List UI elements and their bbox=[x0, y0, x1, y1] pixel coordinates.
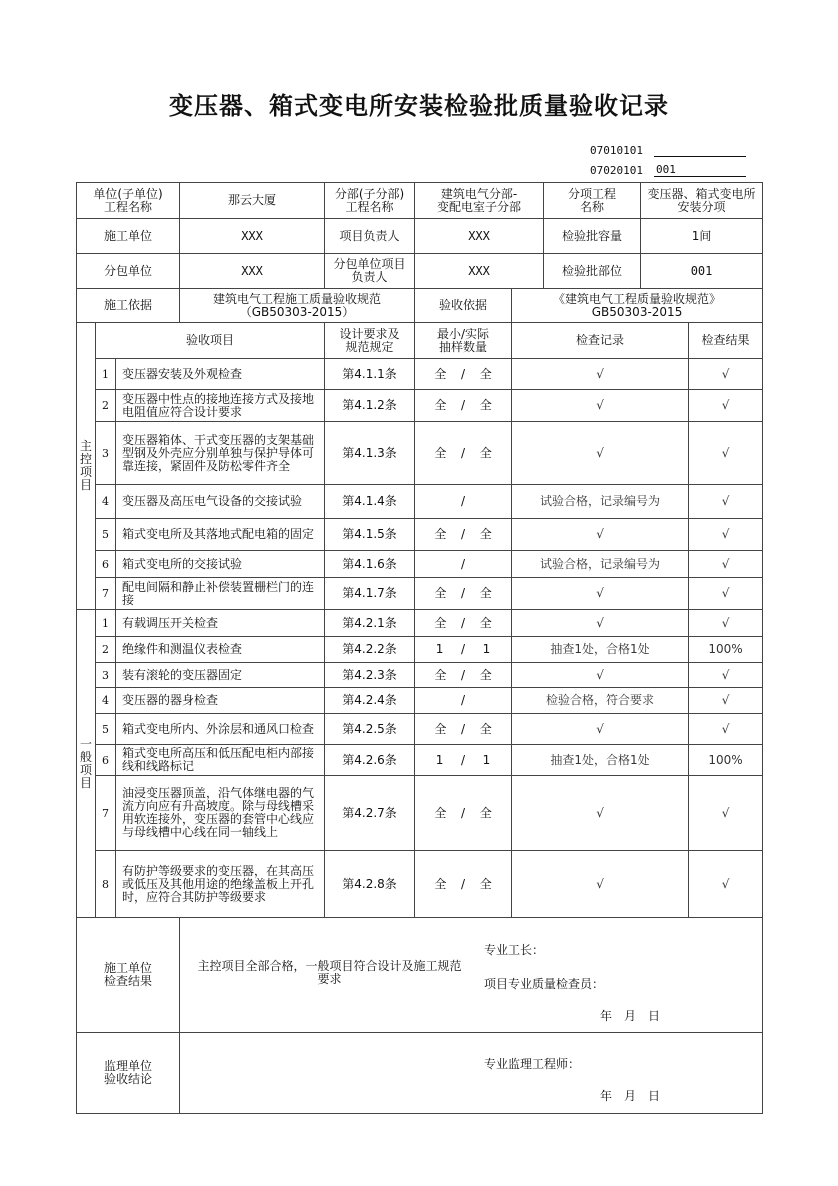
inspection-record[interactable]: 试验合格，记录编号为 bbox=[512, 551, 689, 578]
sample-sep: / bbox=[460, 556, 466, 571]
code-row-2 bbox=[590, 163, 746, 177]
column-header-requirement: 设计要求及 规范规定 bbox=[325, 323, 415, 359]
inspection-form-table bbox=[76, 182, 763, 1114]
division-label: 分部(子分部) 工程名称 bbox=[325, 183, 415, 219]
row-number: 8 bbox=[96, 851, 116, 918]
inspection-result[interactable]: √ bbox=[689, 485, 763, 519]
inspection-result[interactable]: 100% bbox=[689, 745, 763, 776]
sample-sep: / bbox=[461, 615, 466, 630]
inspection-result[interactable]: √ bbox=[689, 714, 763, 745]
inspection-result[interactable]: √ bbox=[689, 663, 763, 688]
item-description: 箱式变电所内、外涂层和通风口检查 bbox=[116, 714, 325, 745]
sample-actual: 全 bbox=[479, 445, 492, 460]
row-number: 7 bbox=[96, 776, 116, 851]
sample-quantity bbox=[415, 610, 512, 637]
sample-min: 全 bbox=[434, 667, 447, 682]
inspection-record[interactable]: √ bbox=[512, 714, 689, 745]
row-number: 1 bbox=[96, 359, 116, 390]
row-number: 5 bbox=[96, 519, 116, 551]
sample-min: 全 bbox=[434, 398, 447, 412]
sample-sep: / bbox=[461, 721, 466, 736]
sample-actual: 全 bbox=[479, 721, 492, 736]
inspection-result[interactable]: √ bbox=[689, 519, 763, 551]
item-description: 箱式变电所的交接试验 bbox=[116, 551, 325, 578]
batch-capacity-label: 检验批容量 bbox=[544, 219, 641, 254]
sample-sep: / bbox=[461, 445, 466, 460]
item-description: 绝缘件和测温仪表检查 bbox=[116, 637, 325, 663]
item-description: 装有滚轮的变压器固定 bbox=[116, 663, 325, 688]
clause-reference: 第4.1.1条 bbox=[325, 359, 415, 390]
inspection-record[interactable]: √ bbox=[512, 422, 689, 485]
column-header-record: 检查记录 bbox=[512, 323, 689, 359]
sub-manager-value[interactable]: XXX bbox=[415, 254, 544, 289]
sample-actual: 全 bbox=[479, 398, 492, 412]
sample-actual: 全 bbox=[479, 615, 492, 630]
main-control-label: 主 控 项 目 bbox=[77, 323, 96, 610]
row-number: 7 bbox=[96, 578, 116, 610]
sample-min: 全 bbox=[434, 721, 447, 736]
code-number: 07010101 bbox=[590, 144, 643, 157]
inspection-result[interactable]: √ bbox=[689, 610, 763, 637]
page-title: 变压器、箱式变电所安装检验批质量验收记录 bbox=[169, 92, 669, 120]
contractor-value[interactable]: XXX bbox=[180, 219, 325, 254]
sample-sep: / bbox=[461, 667, 466, 682]
sample-sep: / bbox=[460, 494, 466, 508]
inspection-result[interactable]: √ bbox=[689, 688, 763, 714]
manager-label: 项目负责人 bbox=[325, 219, 415, 254]
sample-sep: / bbox=[460, 693, 466, 707]
batch-capacity-value[interactable]: 1间 bbox=[641, 219, 763, 254]
inspection-record[interactable]: 抽查1处，合格1处 bbox=[512, 637, 689, 663]
sample-sep: / bbox=[460, 752, 466, 767]
inspection-result[interactable]: √ bbox=[689, 359, 763, 390]
inspection-record[interactable]: √ bbox=[512, 610, 689, 637]
item-description: 配电间隔和静止补偿装置栅栏门的连接 bbox=[116, 578, 325, 610]
supervising-engineer-label: 专业监理工程师： bbox=[484, 1057, 581, 1071]
inspection-record[interactable]: √ bbox=[512, 359, 689, 390]
row-number: 3 bbox=[96, 663, 116, 688]
inspection-record[interactable]: 试验合格，记录编号为 bbox=[512, 485, 689, 519]
column-header-result: 检查结果 bbox=[689, 323, 763, 359]
supervisor-date[interactable]: 年 月 日 bbox=[600, 1089, 661, 1103]
clause-reference: 第4.2.2条 bbox=[325, 637, 415, 663]
inspection-record[interactable]: 抽查1处，合格1处 bbox=[512, 745, 689, 776]
acceptance-basis-value[interactable]: 《建筑电气工程质量验收规范》 GB50303-2015 bbox=[512, 289, 763, 323]
sample-min: 全 bbox=[434, 586, 447, 600]
row-number: 6 bbox=[96, 745, 116, 776]
item-description: 变压器的器身检查 bbox=[116, 688, 325, 714]
sample-actual: 全 bbox=[479, 586, 492, 600]
clause-reference: 第4.1.2条 bbox=[325, 390, 415, 422]
row-number: 5 bbox=[96, 714, 116, 745]
contractor-check-box bbox=[180, 918, 762, 1032]
general-label: 一 般 项 目 bbox=[77, 610, 96, 918]
sample-quantity bbox=[415, 714, 512, 745]
subitem-value[interactable]: 变压器、箱式变电所 安装分项 bbox=[641, 183, 763, 219]
clause-reference: 第4.2.1条 bbox=[325, 610, 415, 637]
clause-reference: 第4.2.8条 bbox=[325, 851, 415, 918]
sample-min: 全 bbox=[434, 366, 447, 381]
clause-reference: 第4.1.7条 bbox=[325, 578, 415, 610]
clause-reference: 第4.2.5条 bbox=[325, 714, 415, 745]
subcontractor-value[interactable]: XXX bbox=[180, 254, 325, 289]
foreman-signature-label: 专业工长： bbox=[484, 943, 545, 957]
contractor-check-content bbox=[180, 918, 763, 1033]
sample-quantity bbox=[415, 485, 512, 519]
sample-quantity bbox=[415, 519, 512, 551]
item-description: 有防护等级要求的变压器，在其高压或低压及其他用途的绝缘盖板上开孔时，应符合其防护等级要求 bbox=[116, 851, 325, 918]
contractor-conclusion[interactable]: 主控项目全部合格，一般项目符合设计及施工规范 要求 bbox=[197, 959, 462, 986]
item-description: 箱式变电所及其落地式配电箱的固定 bbox=[116, 519, 325, 551]
inspection-result[interactable]: √ bbox=[689, 551, 763, 578]
sample-quantity bbox=[415, 776, 512, 851]
clause-reference: 第4.1.5条 bbox=[325, 519, 415, 551]
sample-quantity bbox=[415, 422, 512, 485]
sample-min: 全 bbox=[434, 805, 447, 820]
inspector-signature-label: 项目专业质量检查员： bbox=[484, 977, 605, 991]
sample-min: 全 bbox=[434, 445, 447, 460]
row-number: 2 bbox=[96, 637, 116, 663]
inspection-record[interactable]: 检验合格，符合要求 bbox=[512, 688, 689, 714]
clause-reference: 第4.1.4条 bbox=[325, 485, 415, 519]
sample-quantity bbox=[415, 851, 512, 918]
inspection-record[interactable]: √ bbox=[512, 776, 689, 851]
inspection-record[interactable]: √ bbox=[512, 851, 689, 918]
sample-sep: / bbox=[461, 586, 466, 600]
contractor-label: 施工单位 bbox=[77, 219, 180, 254]
sample-sep: / bbox=[461, 398, 466, 412]
sample-actual: 全 bbox=[479, 667, 492, 682]
sample-quantity bbox=[415, 688, 512, 714]
inspection-result[interactable]: √ bbox=[689, 422, 763, 485]
batch-location-value[interactable]: 001 bbox=[641, 254, 763, 289]
row-number: 2 bbox=[96, 390, 116, 422]
sample-quantity bbox=[415, 745, 512, 776]
row-number: 3 bbox=[96, 422, 116, 485]
item-description: 箱式变电所高压和低压配电柜内部接线和线路标记 bbox=[116, 745, 325, 776]
contractor-check-label: 施工单位 检查结果 bbox=[77, 918, 180, 1033]
unit-project-label: 单位(子单位) 工程名称 bbox=[77, 183, 180, 219]
sample-min: 1 bbox=[435, 642, 444, 656]
sample-quantity bbox=[415, 578, 512, 610]
basis-value[interactable]: 建筑电气工程施工质量验收规范 （GB50303-2015） bbox=[180, 289, 415, 323]
sample-sep: / bbox=[461, 527, 466, 541]
contractor-date[interactable]: 年 月 日 bbox=[600, 1009, 661, 1023]
item-description: 有载调压开关检查 bbox=[116, 610, 325, 637]
item-description: 变压器安装及外观检查 bbox=[116, 359, 325, 390]
inspection-record[interactable]: √ bbox=[512, 519, 689, 551]
sample-actual: 全 bbox=[479, 527, 492, 541]
sample-sep: / bbox=[461, 876, 466, 891]
item-description: 变压器及高压电气设备的交接试验 bbox=[116, 485, 325, 519]
sample-actual: 全 bbox=[479, 366, 492, 381]
clause-reference: 第4.2.6条 bbox=[325, 745, 415, 776]
sample-quantity bbox=[415, 390, 512, 422]
column-header-sample: 最小/实际 抽样数量 bbox=[415, 323, 512, 359]
inspection-record[interactable]: √ bbox=[512, 578, 689, 610]
supervisor-check-box bbox=[180, 1033, 762, 1113]
subitem-label: 分项工程 名称 bbox=[544, 183, 641, 219]
row-number: 6 bbox=[96, 551, 116, 578]
sample-min: 1 bbox=[435, 752, 444, 767]
inspection-record[interactable]: √ bbox=[512, 663, 689, 688]
clause-reference: 第4.2.7条 bbox=[325, 776, 415, 851]
inspection-result[interactable]: √ bbox=[689, 578, 763, 610]
inspection-result[interactable]: √ bbox=[689, 776, 763, 851]
inspection-result[interactable]: √ bbox=[689, 851, 763, 918]
sample-sep: / bbox=[460, 642, 466, 656]
item-description: 变压器箱体、干式变压器的支架基础型钢及外壳应分别单独与保护导体可靠连接，紧固件及防松零件齐全 bbox=[116, 422, 325, 485]
division-value[interactable]: 建筑电气分部- 变配电室子分部 bbox=[415, 183, 544, 219]
code-row-1 bbox=[590, 143, 746, 157]
code-value-field[interactable] bbox=[654, 143, 746, 157]
sample-quantity bbox=[415, 663, 512, 688]
clause-reference: 第4.1.3条 bbox=[325, 422, 415, 485]
sample-min: 全 bbox=[434, 876, 447, 891]
row-number: 1 bbox=[96, 610, 116, 637]
basis-label: 施工依据 bbox=[77, 289, 180, 323]
sample-min: 全 bbox=[434, 615, 447, 630]
supervisor-check-label: 监理单位 验收结论 bbox=[77, 1033, 180, 1114]
row-number: 4 bbox=[96, 485, 116, 519]
sample-sep: / bbox=[461, 805, 466, 820]
sample-quantity bbox=[415, 551, 512, 578]
sample-sep: / bbox=[461, 366, 466, 381]
clause-reference: 第4.1.6条 bbox=[325, 551, 415, 578]
sample-actual: 1 bbox=[482, 752, 491, 767]
subcontractor-label: 分包单位 bbox=[77, 254, 180, 289]
sample-actual: 全 bbox=[479, 876, 492, 891]
sample-quantity bbox=[415, 637, 512, 663]
batch-location-label: 检验批部位 bbox=[544, 254, 641, 289]
inspection-result[interactable]: √ bbox=[689, 390, 763, 422]
row-number: 4 bbox=[96, 688, 116, 714]
code-value-field[interactable]: 001 bbox=[654, 163, 746, 177]
item-description: 变压器中性点的接地连接方式及接地电阻值应符合设计要求 bbox=[116, 390, 325, 422]
sample-quantity bbox=[415, 359, 512, 390]
sub-manager-label: 分包单位项目 负责人 bbox=[325, 254, 415, 289]
supervisor-check-content bbox=[180, 1033, 763, 1114]
sample-min: 全 bbox=[434, 527, 447, 541]
manager-value[interactable]: XXX bbox=[415, 219, 544, 254]
inspection-record[interactable]: √ bbox=[512, 390, 689, 422]
acceptance-basis-label: 验收依据 bbox=[415, 289, 512, 323]
column-header-item: 验收项目 bbox=[96, 323, 325, 359]
unit-project-value[interactable]: 那云大厦 bbox=[180, 183, 325, 219]
clause-reference: 第4.2.3条 bbox=[325, 663, 415, 688]
inspection-result[interactable]: 100% bbox=[689, 637, 763, 663]
code-number: 07020101 bbox=[590, 164, 643, 177]
clause-reference: 第4.2.4条 bbox=[325, 688, 415, 714]
sample-actual: 1 bbox=[482, 642, 491, 656]
sample-actual: 全 bbox=[479, 805, 492, 820]
item-description: 油浸变压器顶盖，沿气体继电器的气流方向应有升高坡度。除与母线槽采用软连接外，变压器的套管中心线应与母线槽中心线在同一轴线上 bbox=[116, 776, 325, 851]
